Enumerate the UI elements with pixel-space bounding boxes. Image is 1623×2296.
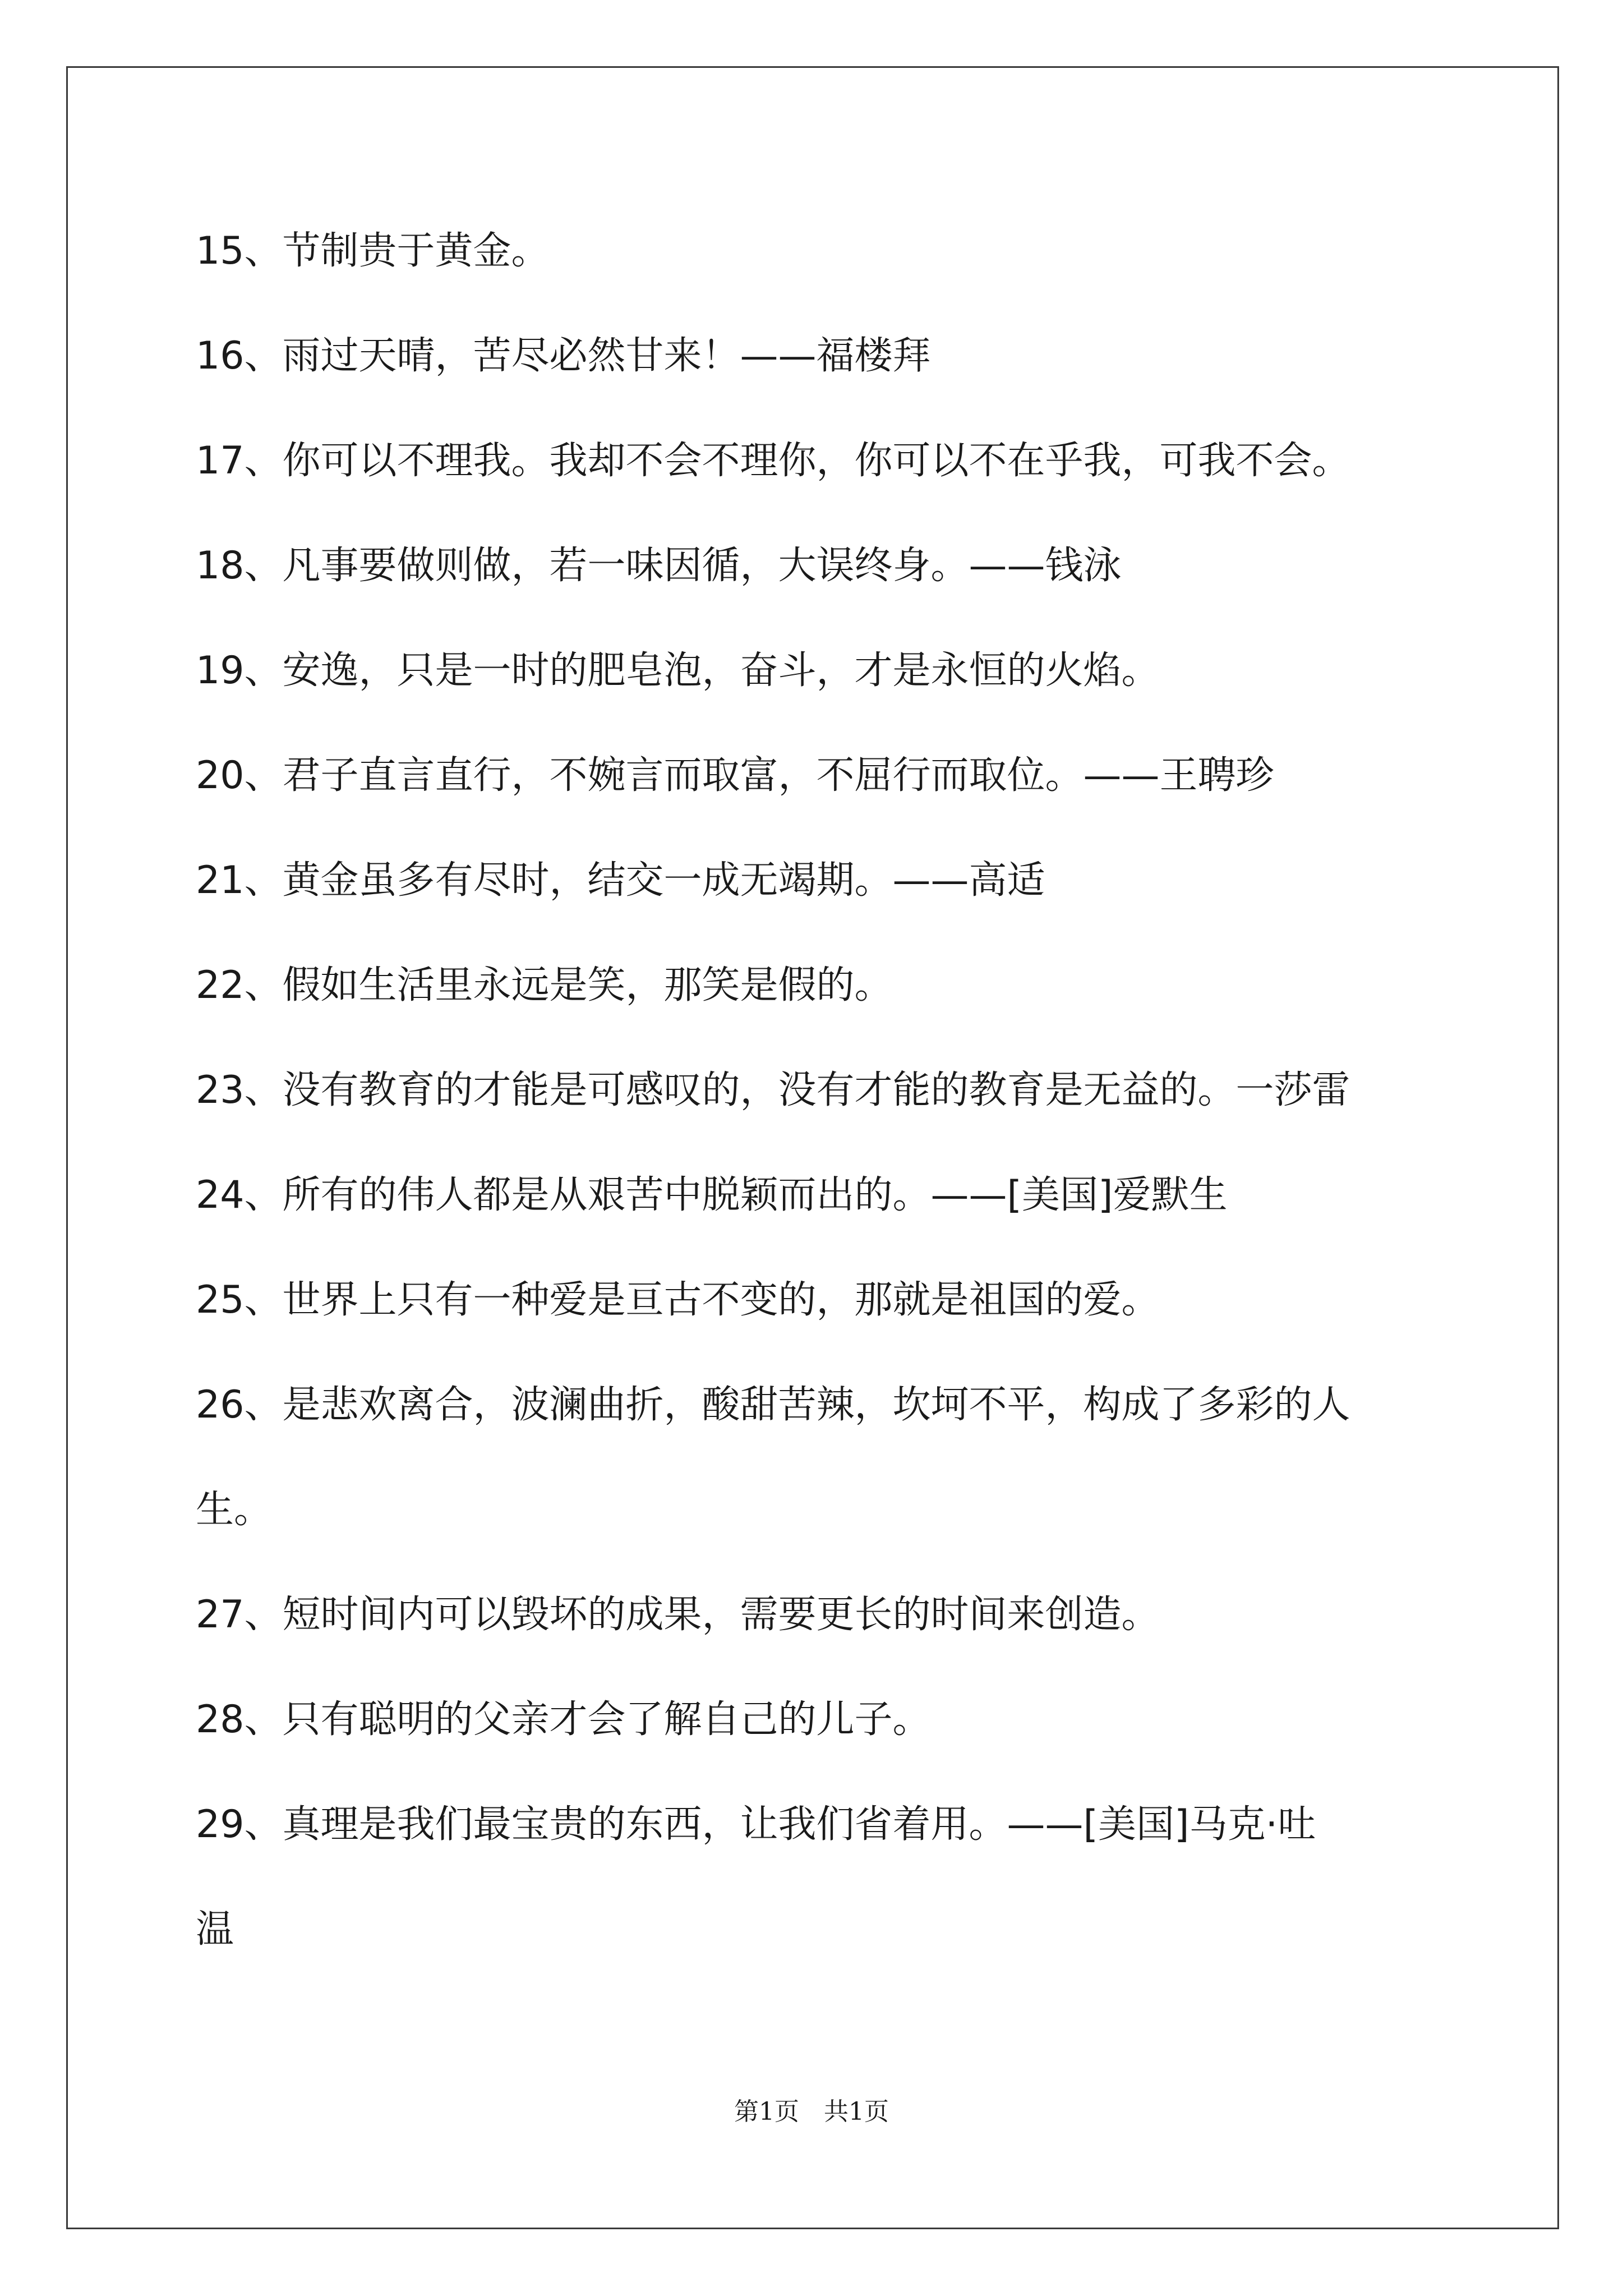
text-line: 18、凡事要做则做，若一味因循，大误终身。——钱泳 xyxy=(196,544,1122,588)
text-line: 15、节制贵于黄金。 xyxy=(196,229,550,273)
text-line: 24、所有的伟人都是从艰苦中脱颖而出的。——[美国]爱默生 xyxy=(196,1173,1228,1217)
text-line: 生。 xyxy=(196,1488,273,1532)
page-border xyxy=(66,66,1559,2229)
text-line: 16、雨过天晴，苦尽必然甘来！——福楼拜 xyxy=(196,334,931,378)
text-line: 27、短时间内可以毁坏的成果，需要更长的时间来创造。 xyxy=(196,1593,1160,1637)
text-line: 26、是悲欢离合，波澜曲折，酸甜苦辣，坎坷不平，构成了多彩的人 xyxy=(196,1383,1350,1427)
text-line: 22、假如生活里永远是笑，那笑是假的。 xyxy=(196,963,893,1007)
text-line: 21、黄金虽多有尽时，结交一成无竭期。——高适 xyxy=(196,858,1045,903)
text-line: 温 xyxy=(196,1907,234,1952)
text-line: 29、真理是我们最宝贵的东西，让我们省着用。——[美国]马克·吐 xyxy=(196,1802,1316,1847)
text-line: 28、只有聪明的父亲才会了解自己的儿子。 xyxy=(196,1697,931,1742)
text-line: 17、你可以不理我。我却不会不理你，你可以不在乎我，可我不会。 xyxy=(196,439,1350,483)
text-line: 20、君子直言直行，不婉言而取富，不屈行而取位。——王聘珍 xyxy=(196,753,1274,798)
text-line: 23、没有教育的才能是可感叹的，没有才能的教育是无益的。一莎雷 xyxy=(196,1068,1350,1112)
text-line: 19、安逸，只是一时的肥皂泡，奋斗，才是永恒的火焰。 xyxy=(196,648,1160,693)
page-number-footer: 第1页 共1页 xyxy=(734,2097,889,2126)
text-line: 25、世界上只有一种爱是亘古不变的，那就是祖国的爱。 xyxy=(196,1278,1160,1322)
